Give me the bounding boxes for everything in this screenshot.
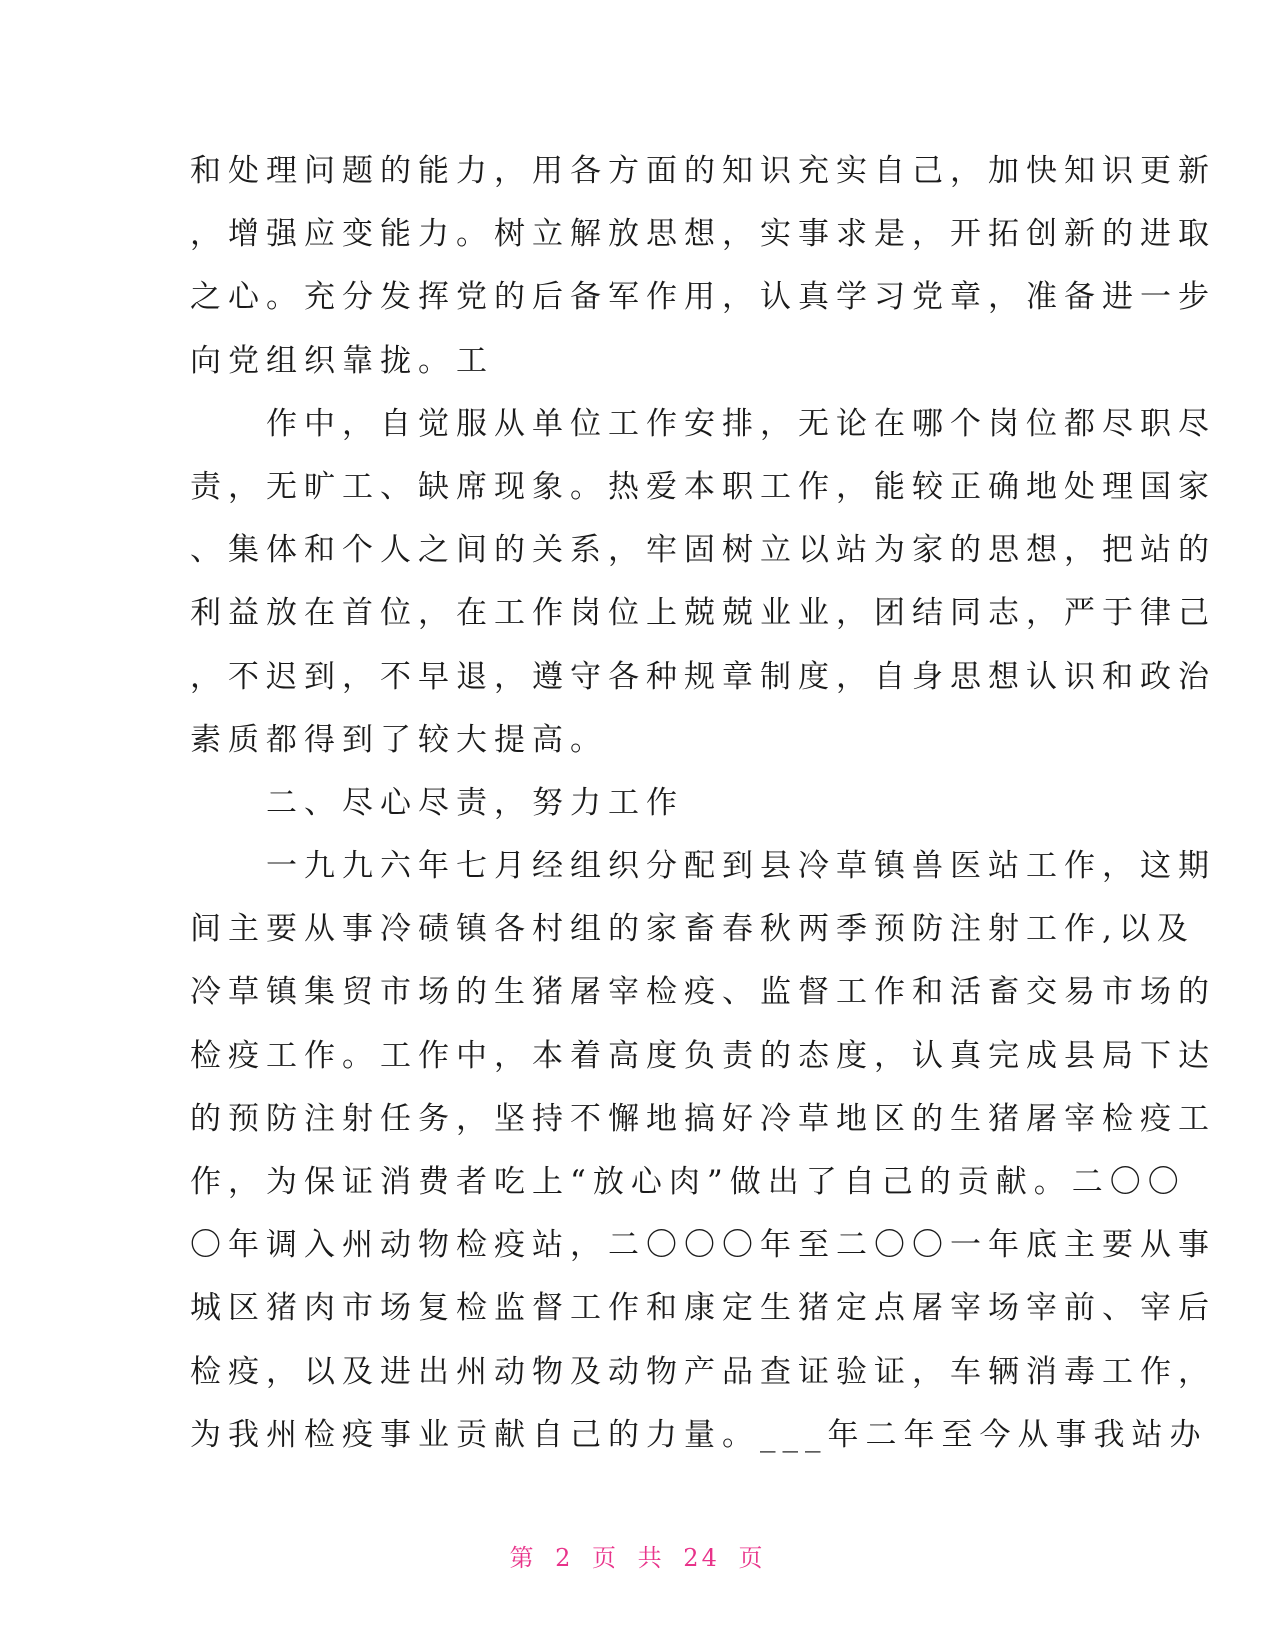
text-line: 作，为保证消费者吃上“放心肉”做出了自己的贡献。二〇〇	[190, 1164, 1186, 1200]
page-number-footer: 第 2 页 共 24 页	[509, 1544, 766, 1572]
text-line: 为我州检疫事业贡献自己的力量。___年二年至今从事我站办	[190, 1416, 1208, 1453]
text-line: 的预防注射任务，坚持不懈地搞好冷草地区的生猪屠宰检疫工	[190, 1100, 1216, 1137]
text-line: 之心。充分发挥党的后备军作用，认真学习党章，准备进一步	[190, 279, 1216, 316]
text-line: ，不迟到，不早退，遵守各种规章制度，自身思想认识和政治	[190, 658, 1216, 695]
text-line: 冷草镇集贸市场的生猪屠宰检疫、监督工作和活畜交易市场的	[190, 974, 1216, 1011]
text-line: 检疫工作。工作中，本着高度负责的态度，认真完成县局下达	[190, 1037, 1216, 1074]
body-text	[190, 140, 1216, 1467]
text-line: 作中，自觉服从单位工作安排，无论在哪个岗位都尽职尽	[190, 405, 1216, 442]
text-line: 、集体和个人之间的关系，牢固树立以站为家的思想，把站的	[190, 532, 1216, 569]
text-line: 间主要从事冷碛镇各村组的家畜春秋两季预防注射工作,以及	[190, 911, 1195, 948]
section-heading: 二、尽心尽责，努力工作	[190, 784, 684, 821]
text-line: 城区猪肉市场复检监督工作和康定生猪定点屠宰场宰前、宰后	[190, 1290, 1216, 1327]
text-line: 检疫，以及进出州动物及动物产品查证验证，车辆消毒工作，	[190, 1353, 1216, 1390]
text-line: 一九九六年七月经组织分配到县冷草镇兽医站工作，这期	[190, 848, 1216, 885]
text-line: 利益放在首位，在工作岗位上兢兢业业，团结同志，严于律己	[190, 595, 1216, 632]
text-line: ，增强应变能力。树立解放思想，实事求是，开拓创新的进取	[190, 216, 1216, 253]
text-line: 责，无旷工、缺席现象。热爱本职工作，能较正确地处理国家	[190, 468, 1216, 505]
text-line: 〇年调入州动物检疫站，二〇〇〇年至二〇〇一年底主要从事	[190, 1227, 1216, 1264]
text-line: 和处理问题的能力，用各方面的知识充实自己，加快知识更新	[190, 153, 1216, 189]
text-line: 向党组织靠拢。工	[190, 342, 494, 379]
text-line: 素质都得到了较大提高。	[190, 721, 608, 758]
